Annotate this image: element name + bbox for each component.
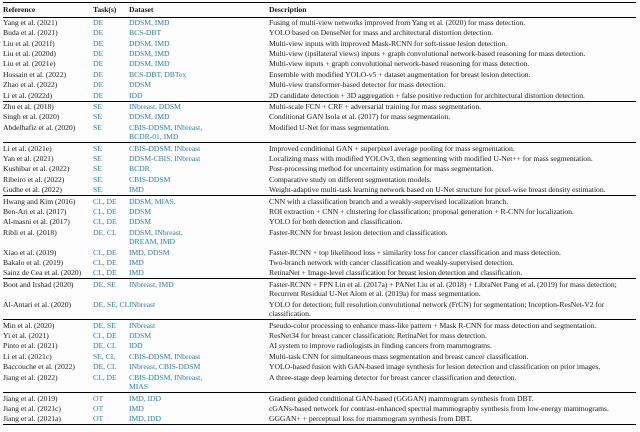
description-cell: YOLO-based fusion with GAN-based image synthesis for lesion detection and classification on prior images. [269,362,601,372]
column-header-tasks: Task(s) [93,3,129,18]
table-header-row [3,3,636,18]
description-cell: Localizing mass with modified YOLOv3, then segmenting with modified U-Net++ for mass segmentation. [269,154,593,164]
dataset-text: IMD [129,403,144,413]
description-cell: Multi-view (ipsilateral views) inputs + graph convolutional network-based reasoning for mass detection. [269,49,586,59]
dataset-cell [129,174,269,184]
tasks-cell: CL, DE [93,331,117,341]
dataset-cell [129,164,269,174]
tasks-cell: SE [93,174,102,184]
description-cell: Multi-view transformer-based detector for mass detection. [269,80,446,90]
dataset-cell [129,331,269,341]
reference-cell: Abdelhafiz et al. (2020) [3,122,93,142]
description-cell: Multi-scale FCN + CRF + adversarial training for mass segmentation. [269,101,481,111]
reference-cell: Li et al. (2022d) [3,90,93,101]
dataset-cell [129,80,269,90]
table-row [3,299,636,319]
description-cell: CNN with a classification branch and a weakly-supervised localization branch. [269,196,509,206]
dataset-cell [129,69,269,79]
dataset-text: IMD [129,268,144,278]
tasks-cell: DE [93,28,104,38]
dataset-cell [129,101,269,112]
dataset-text: CBIS-DDSM, INbreast [129,351,201,361]
dataset-text: BCS-DBT, DBTex [129,69,187,79]
table-row [3,69,636,79]
tasks-cell: DE, SE [93,320,116,330]
table-row [3,404,636,414]
description-cell: Modified U-Net for mass segmentation. [269,122,636,142]
reference-cell: Li et al. (2021c) [3,351,52,361]
dataset-cell [129,258,269,268]
dataset-cell [129,122,269,142]
reference-cell: Yi et al. (2021) [3,331,49,341]
reference-cell: Gudhe et al. (2022) [3,185,93,196]
tasks-cell: DE [93,49,104,59]
dataset-text: DDSM, IMD [129,38,170,48]
table-row [3,331,636,341]
dataset-cell [129,247,269,257]
dataset-cell [129,227,269,247]
dataset-text: IMD, IDD [129,393,162,403]
reference-cell: Hossain et al. (2022) [3,69,66,79]
dataset-text: CBIS-DDSM [129,174,171,184]
dataset-text: CBIS-DDSM, INbreast [129,143,201,153]
table-row [3,122,636,142]
tasks-cell: DE [93,17,104,27]
dataset-cell [129,143,269,154]
description-cell: A three-stage deep learning detector for breast cancer classification and detection. [269,372,636,392]
reference-cell: Liu et al. (2021e) [3,59,56,69]
reference-cell: Al-Antari et al. (2020) [3,299,93,319]
tasks-cell: CL, DE [93,247,117,257]
dataset-cell [129,320,269,331]
table-row [3,38,636,48]
tasks-cell: SE [93,122,129,142]
dataset-text: CBIS-DDSM, INbreast, MIAS [129,372,203,392]
description-cell: Improved conditional GAN + superpixel average pooling for mass segmentation. [269,143,515,153]
dataset-cell [129,38,269,48]
tasks-cell: OT [93,403,104,413]
reference-cell: Yan et al. (2021) [3,154,54,164]
description-cell: YOLO for detection; full resolution convolutional network (FrCN) for segmentation; Inception-ResNet-V2 for classification. [269,299,636,319]
dataset-cell [129,217,269,227]
table-row [3,207,636,217]
reference-cell: Li et al. (2021e) [3,143,52,153]
tasks-cell: CL, DE [93,268,129,279]
dataset-text: DDSM, MIAS. [129,196,176,206]
description-cell: Gradient guided conditional GAN-based (GGGAN) mammogram synthesis from DBT. [269,393,534,403]
dataset-text: IMD, DDSM [129,247,170,257]
reference-cell: Ribli et al. (2018) [3,227,57,237]
reference-cell: Al-masni et al. (2017) [3,217,70,227]
table-row [3,351,636,361]
table-row [3,247,636,257]
dataset-text: DDSM, IMD [129,17,170,27]
reference-cell: Zhu et al. (2018) [3,101,54,111]
tasks-cell: CL, DE [93,206,117,216]
description-cell: GGGAN+ + perceptual loss for mammogram synthesis from DBT. [269,414,636,425]
reference-cell: Ben-Ari et al. (2017) [3,206,67,216]
tasks-cell: CL, DE [93,258,117,268]
description-cell: cGANs-based network for contrast-enhanced spectral mammography synthesis from low-energy mammograms. [269,403,609,413]
dataset-text: INbreast, CBIS-DDSM [129,362,201,372]
description-cell: Faster-RCNN + FPN Lin et al. (2017a) + PANet Liu et al. (2018) + LibraNet Pang et al. (2019) for mass detection; Recurrent Residual U-Net Alom et al. (2019a) for mass segmentation. [269,279,617,299]
reference-cell: Min et al. (2020) [3,320,55,330]
dataset-text: IMD [129,185,144,195]
tasks-cell: SE [93,143,102,153]
dataset-text: IDD [129,90,143,100]
description-cell: Multi-view inputs with improved Mask-RCNN for soft-tissue lesion detection. [269,38,508,48]
table-row [3,268,636,279]
dataset-cell [129,268,269,279]
description-cell: Fusing of multi-view networks improved from Yang et al. (2020) for mass detection. [269,17,526,27]
description-cell: AI system to improve radiologists in finding cancers from mammograms. [269,341,492,351]
reference-cell: Bakalo et al. (2019) [3,258,64,268]
reference-cell: Yang et al. (2021) [3,17,58,27]
dataset-cell [129,17,269,28]
reference-cell: Ribeiro et al. (2022) [3,174,65,184]
tasks-cell: DE [93,90,129,101]
dataset-cell [129,362,269,372]
dataset-cell [129,351,269,361]
dataset-text: CBIS-DDSM, INbreast, BCDR-01, IMD [129,122,203,142]
description-cell: Faster-RCNN + top likelihood loss + similarity loss for cancer classification and mass detection. [269,247,561,257]
description-cell: Comparative study on different segmentation models. [269,174,432,184]
description-cell: Faster-RCNN for breast lesion detection and classification. [269,227,448,237]
dataset-text: DDSM [129,80,152,90]
table-row [3,258,636,268]
dataset-cell [129,414,269,425]
reference-cell: Jiang et al. (2019) [3,393,58,403]
dataset-cell [129,196,269,207]
reference-cell: Buda et al. (2021) [3,28,58,38]
reference-cell: Boot and Irshad (2020) [3,279,74,289]
tasks-cell: SE [93,112,102,122]
table-row [3,49,636,59]
description-cell: Conditional GAN Isola et al. (2017) for mass segmentation. [269,112,451,122]
dataset-cell [129,299,269,319]
tasks-cell: DE, SE, CL [93,299,129,319]
dataset-text: IDD [129,341,143,351]
tasks-cell: DE, CL [93,227,117,237]
dataset-cell [129,112,269,122]
dataset-cell [129,404,269,414]
description-cell: Multi-view inputs + graph convolutional network-based reasoning for mass detection. [269,59,530,69]
dataset-text: INbreast [129,299,156,309]
dataset-cell [129,372,269,392]
description-cell: Ensemble with modified YOLO-v5 + dataset augmentation for breast lesion detection. [269,69,531,79]
reference-cell: Jiang et al. (2022) [3,372,93,392]
table-row [3,320,636,331]
description-cell: RetinaNet + Image-level classification for breast lesion detection and classification. [269,268,636,279]
dataset-text: DDSM [129,331,152,341]
dataset-cell [129,59,269,69]
table-row [3,28,636,38]
description-cell: YOLO based on DenseNet for mass and architectural distortion detection. [269,28,494,38]
table-row [3,80,636,90]
tasks-cell: DE, CL [93,341,117,351]
reference-cell: Liu et al. (2021f) [3,38,55,48]
table-row [3,372,636,392]
tasks-cell: SE [93,164,102,174]
reference-cell: Liu et al. (2020d) [3,49,56,59]
table-row [3,90,636,101]
dataset-text: INbreast [129,320,156,330]
description-cell: ResNet34 for breast cancer classification; RetinaNet for mass detection. [269,331,487,341]
reference-cell: Pinto et al. (2021) [3,341,58,351]
table-header [3,3,636,18]
tasks-cell: DE [93,38,104,48]
table-row [3,393,636,404]
tasks-cell: OT [93,393,104,403]
table-row [3,17,636,28]
column-header-dataset: Dataset [129,3,269,18]
dataset-text: DDSM, IMD [129,59,170,69]
description-cell: 2D candidate detection + 3D aggregation + false positive reduction for architectural distortion detection. [269,90,636,101]
reference-cell: Zhao et al. (2022) [3,80,58,90]
table-row [3,341,636,351]
dataset-text: BCDR [129,164,150,174]
dataset-cell [129,279,269,299]
description-cell: Two-branch network with cancer classification and weakly-supervised detection. [269,258,514,268]
tasks-cell: OT [93,414,129,425]
table-row [3,227,636,247]
tasks-cell: DE, SE [93,279,116,289]
tasks-cell: CL, DE [93,217,117,227]
tasks-cell: DE [93,69,104,79]
dataset-text: DDSM [129,217,152,227]
description-cell: Multi-task CNN for simultaneous mass segmentation and breast cancer classification. [269,351,529,361]
dataset-text: DDSM, IMD [129,49,170,59]
reference-cell: Sainz de Cea et al. (2020) [3,268,93,279]
dataset-text: IMD, IDD [129,414,162,424]
table-body [3,17,636,425]
reference-cell: Singh et al. (2020) [3,112,60,122]
reference-cell: Hwang and Kim (2016) [3,196,76,206]
table-row [3,279,636,299]
table-row [3,112,636,122]
column-header-description: Description [269,3,636,18]
description-cell: Weight-adaptive multi-task learning network based on U-Net structure for pixel-wise breast density estimation. [269,185,636,196]
dataset-text: IMD [129,258,144,268]
tasks-cell: DE [93,59,104,69]
description-cell: Pseudo-color processing to enhance mass-like pattern + Mask R-CNN for mass detection and segmentation. [269,320,597,330]
description-cell: YOLO for both detection and classification. [269,217,403,227]
dataset-cell [129,49,269,59]
dataset-cell [129,90,269,101]
reference-cell: Jiang et al. (2021c) [3,403,61,413]
tasks-cell: CL, DE [93,196,117,206]
table-row [3,217,636,227]
dataset-text: DDSM-CBIS, INbreast [129,154,201,164]
dataset-text: DDSM [129,206,152,216]
dataset-cell [129,393,269,404]
dataset-text: BCS-DBT [129,28,162,38]
description-cell: Post-processing method for uncertainty estimation for mass segmentation. [269,164,494,174]
table-row [3,164,636,174]
dataset-cell [129,207,269,217]
dataset-text: INbreast, IMD [129,279,174,289]
dataset-text: INbreast, DDSM [129,101,181,111]
description-cell: ROI extraction + CNN + clustering for classification; proposal generation + R-CNN for localization. [269,206,574,216]
table-row [3,414,636,425]
table-row [3,59,636,69]
table-row [3,362,636,372]
dataset-cell [129,341,269,351]
tasks-cell: SE, CL [93,351,116,361]
tasks-cell: DE [93,80,104,90]
reference-cell: Baccouche et al. (2022) [3,362,75,372]
dataset-cell [129,28,269,38]
table-row [3,174,636,184]
table-row [3,143,636,154]
tasks-cell: CL, DE [93,372,129,392]
reference-cell: Kushibar et al. (2022) [3,164,70,174]
table-row [3,154,636,164]
dataset-cell [129,185,269,196]
tasks-cell: DE, CL [93,362,117,372]
reference-cell: Xiao et al. (2019) [3,247,57,257]
tasks-cell: SE [93,185,129,196]
dataset-text: DDSM, INbreast, DREAM, IMD [129,227,183,247]
dataset-text: DDSM, IMD [129,112,170,122]
dataset-cell [129,154,269,164]
reference-cell: Jiang et al. (2021a) [3,414,93,425]
tasks-cell: SE [93,101,102,111]
tasks-cell: SE [93,154,102,164]
table-row [3,185,636,196]
table-row [3,101,636,112]
table-row [3,196,636,207]
literature-review-table [3,2,636,425]
column-header-reference: Reference [3,3,93,18]
